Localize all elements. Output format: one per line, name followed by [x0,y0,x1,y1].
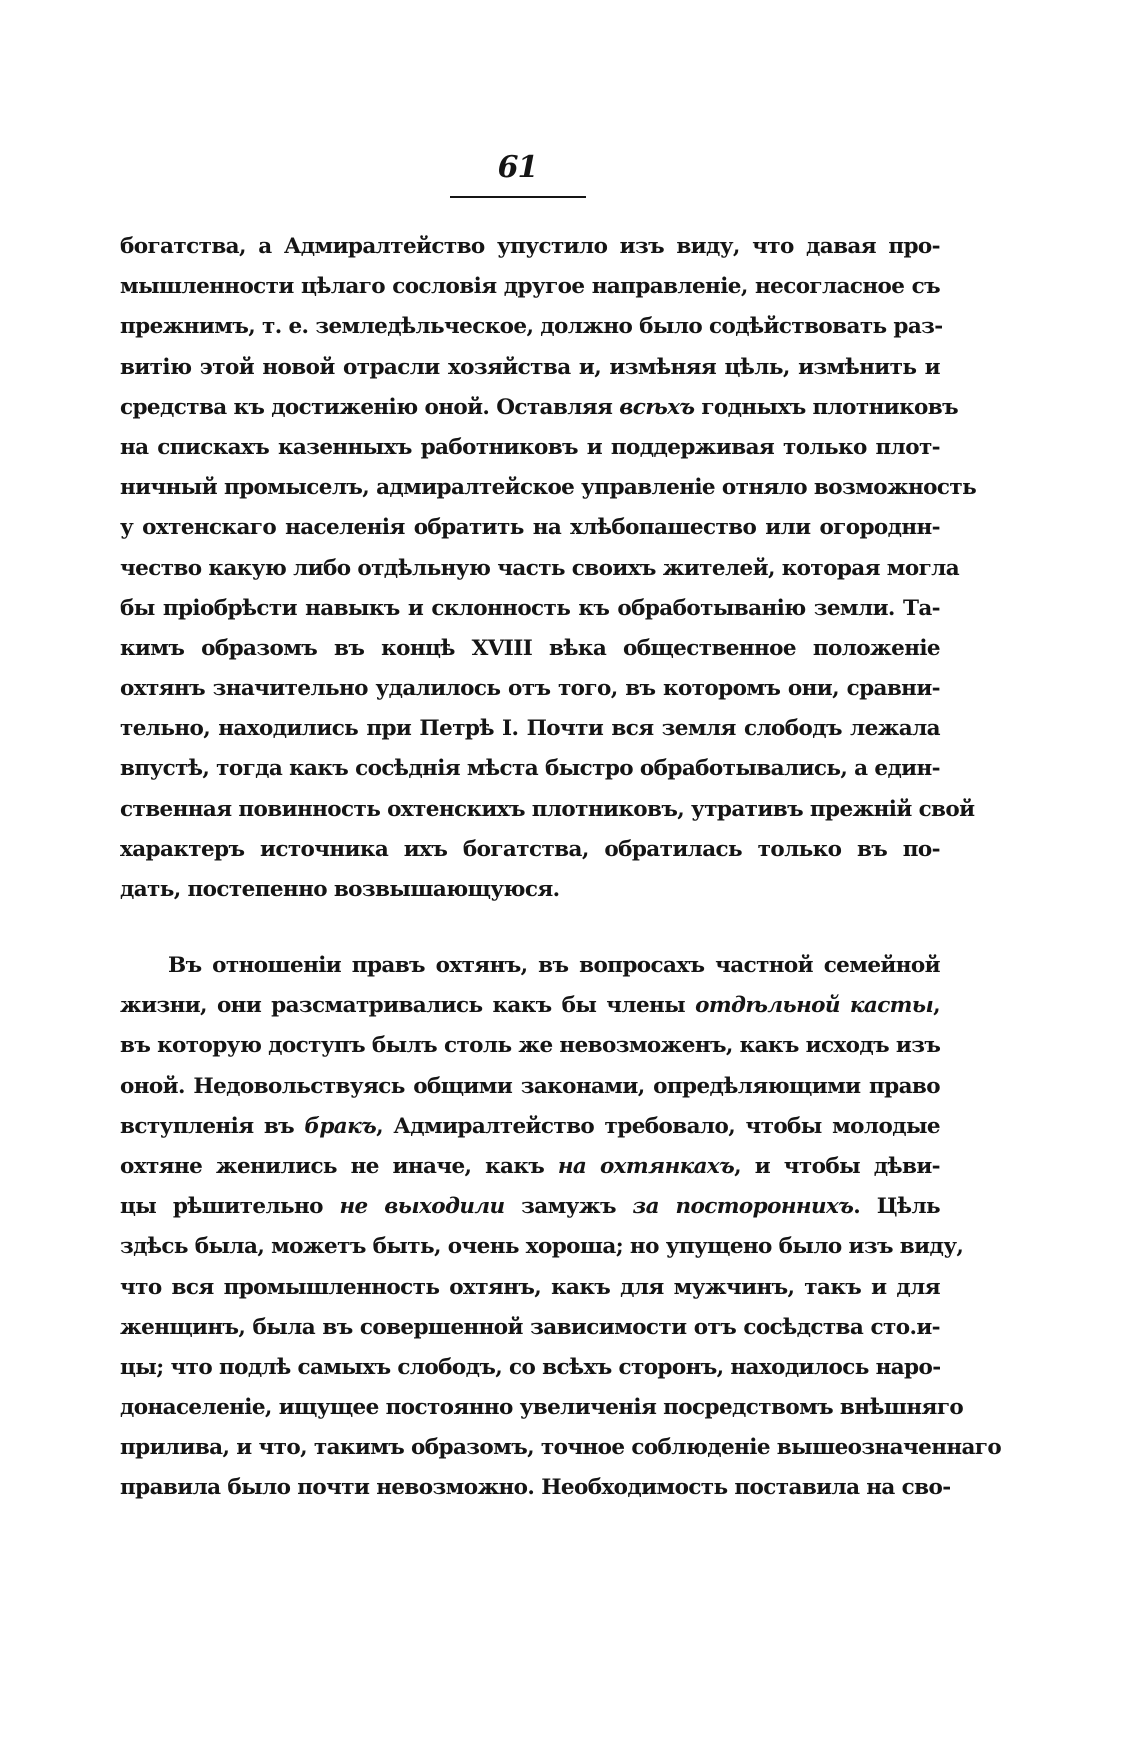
text-line: жизни, они разсматривались какъ бы члены отдѣльной касты, [120,993,941,1019]
text-line: въ которую доступъ былъ столь же невозможенъ, какъ исходъ изъ [120,1033,941,1059]
emphasis: отдѣльной касты [695,993,934,1019]
emphasis: всѣхъ [619,394,695,420]
text-line: средства къ достиженію оной. Оставляя всѣхъ годныхъ плотниковъ [120,394,959,420]
text-line: кимъ образомъ въ концѣ XVIII вѣка общественное положеніе [120,635,940,661]
emphasis: за постороннихъ [632,1194,854,1220]
emphasis: бракъ [304,1113,377,1139]
text-line: охтяне женились не иначе, какъ на охтянкахъ, и чтобы дѣви- [120,1153,940,1179]
emphasis: на охтянкахъ [557,1153,735,1179]
text-line: правила было почти невозможно. Необходимость поставила на сво- [120,1475,951,1501]
text-line: цы; что подлѣ самыхъ слободъ, со всѣхъ сторонъ, находилось наро- [120,1354,941,1380]
text-line: у охтенскаго населенія обратить на хлѣбопашество или огороднн- [120,515,940,541]
header-rule [450,196,586,198]
text-line: здѣсь была, можетъ быть, очень хороша; но упущено было изъ виду, [120,1234,964,1260]
text-line: мышленности цѣлаго сословія другое направленіе, несогласное съ [120,274,940,300]
text-line: прежнимъ, т. е. земледѣльческое, должно было содѣйствовать раз- [120,314,943,340]
text-line: тельно, находились при Петрѣ I. Почти вся земля слободъ лежала [120,716,940,742]
text-line: цы рѣшительно не выходили замужъ за постороннихъ. Цѣль [120,1194,940,1220]
text-line: Въ отношеніи правъ охтянъ, въ вопросахъ частной семейной [168,953,940,978]
text-line: на спискахъ казенныхъ работниковъ и поддерживая только плот- [120,434,940,460]
text-line: охтянъ значительно удалилось отъ того, въ которомъ они, сравни- [120,676,940,702]
text-line: дать, постепенно возвышающуюся. [120,877,560,902]
text-line: женщинъ, была въ совершенной зависимости отъ сосѣдства сто.и- [120,1314,940,1340]
page-number: 61 [497,150,538,185]
paragraph-1 [120,227,977,910]
paragraph-2 [120,946,1002,1509]
text-line: ничный промыселъ, адмиралтейское управленіе отняло возможность [120,475,977,501]
text-line: характеръ источника ихъ богатства, обратилась только въ по- [120,836,940,862]
text-line: ственная повинность охтенскихъ плотниковъ, утративъ прежній свой [120,796,975,822]
text-line: оной. Недовольствуясь общими законами, опредѣляющими право [120,1073,940,1099]
text-line: вступленія въ бракъ, Адмиралтейство требовало, чтобы молодые [120,1113,940,1139]
text-line: бы пріобрѣсти навыкъ и склонность къ обработыванію земли. Та- [120,595,940,621]
text-line: впустѣ, тогда какъ сосѣднія мѣста быстро обработывались, а един- [120,756,940,782]
text-line: донаселеніе, ищущее постоянно увеличенія посредствомъ внѣшняго [120,1395,964,1421]
text-line: что вся промышленность охтянъ, какъ для мужчинъ, такъ и для [120,1274,940,1300]
text-line: витію этой новой отрасли хозяйства и, измѣняя цѣль, измѣнить и [120,354,940,380]
text-line: богатства, а Адмиралтейство упустило изъ виду, что давая про- [120,234,940,259]
emphasis: не выходили [339,1194,505,1220]
text-line: прилива, и что, такимъ образомъ, точное соблюденіе вышеозначеннаго [120,1435,1002,1461]
text-line: чество какую либо отдѣльную часть своихъ жителей, которая могла [120,555,960,581]
